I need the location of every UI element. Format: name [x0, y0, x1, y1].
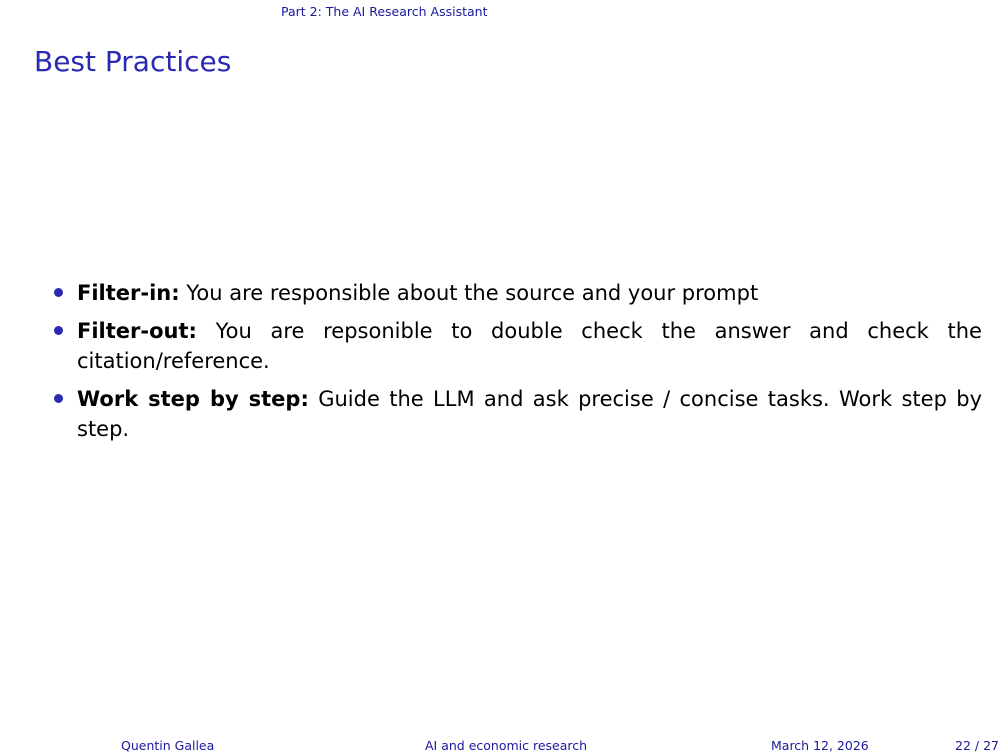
- bullet-item-filter-in: [50, 278, 982, 308]
- bullet-item-step-by-step: [50, 384, 982, 444]
- bullet-item-filter-out: [50, 316, 982, 376]
- slide-title: Best Practices: [34, 45, 232, 78]
- bullet-list: [50, 278, 982, 452]
- section-header: Part 2: The AI Research Assistant: [281, 4, 488, 19]
- bullet-text: You are responsible about the source and your prompt: [186, 281, 759, 305]
- footer-date: March 12, 2026: [771, 738, 869, 753]
- bullet-term: Work step by step:: [77, 387, 309, 411]
- bullet-text: You are repsonible to double check the answer and check the citation/reference.: [77, 319, 982, 373]
- bullet-icon: [54, 394, 63, 403]
- bullet-text: Guide the LLM and ask precise / concise tasks. Work step by step.: [77, 387, 983, 441]
- footer-author: Quentin Gallea: [121, 738, 215, 753]
- bullet-term: Filter-in:: [77, 281, 180, 305]
- footer-title: AI and economic research: [425, 738, 588, 753]
- footer-page-number: 22 / 27: [955, 738, 999, 753]
- bullet-icon: [54, 326, 63, 335]
- bullet-term: Filter-out:: [77, 319, 197, 343]
- bullet-icon: [54, 288, 63, 297]
